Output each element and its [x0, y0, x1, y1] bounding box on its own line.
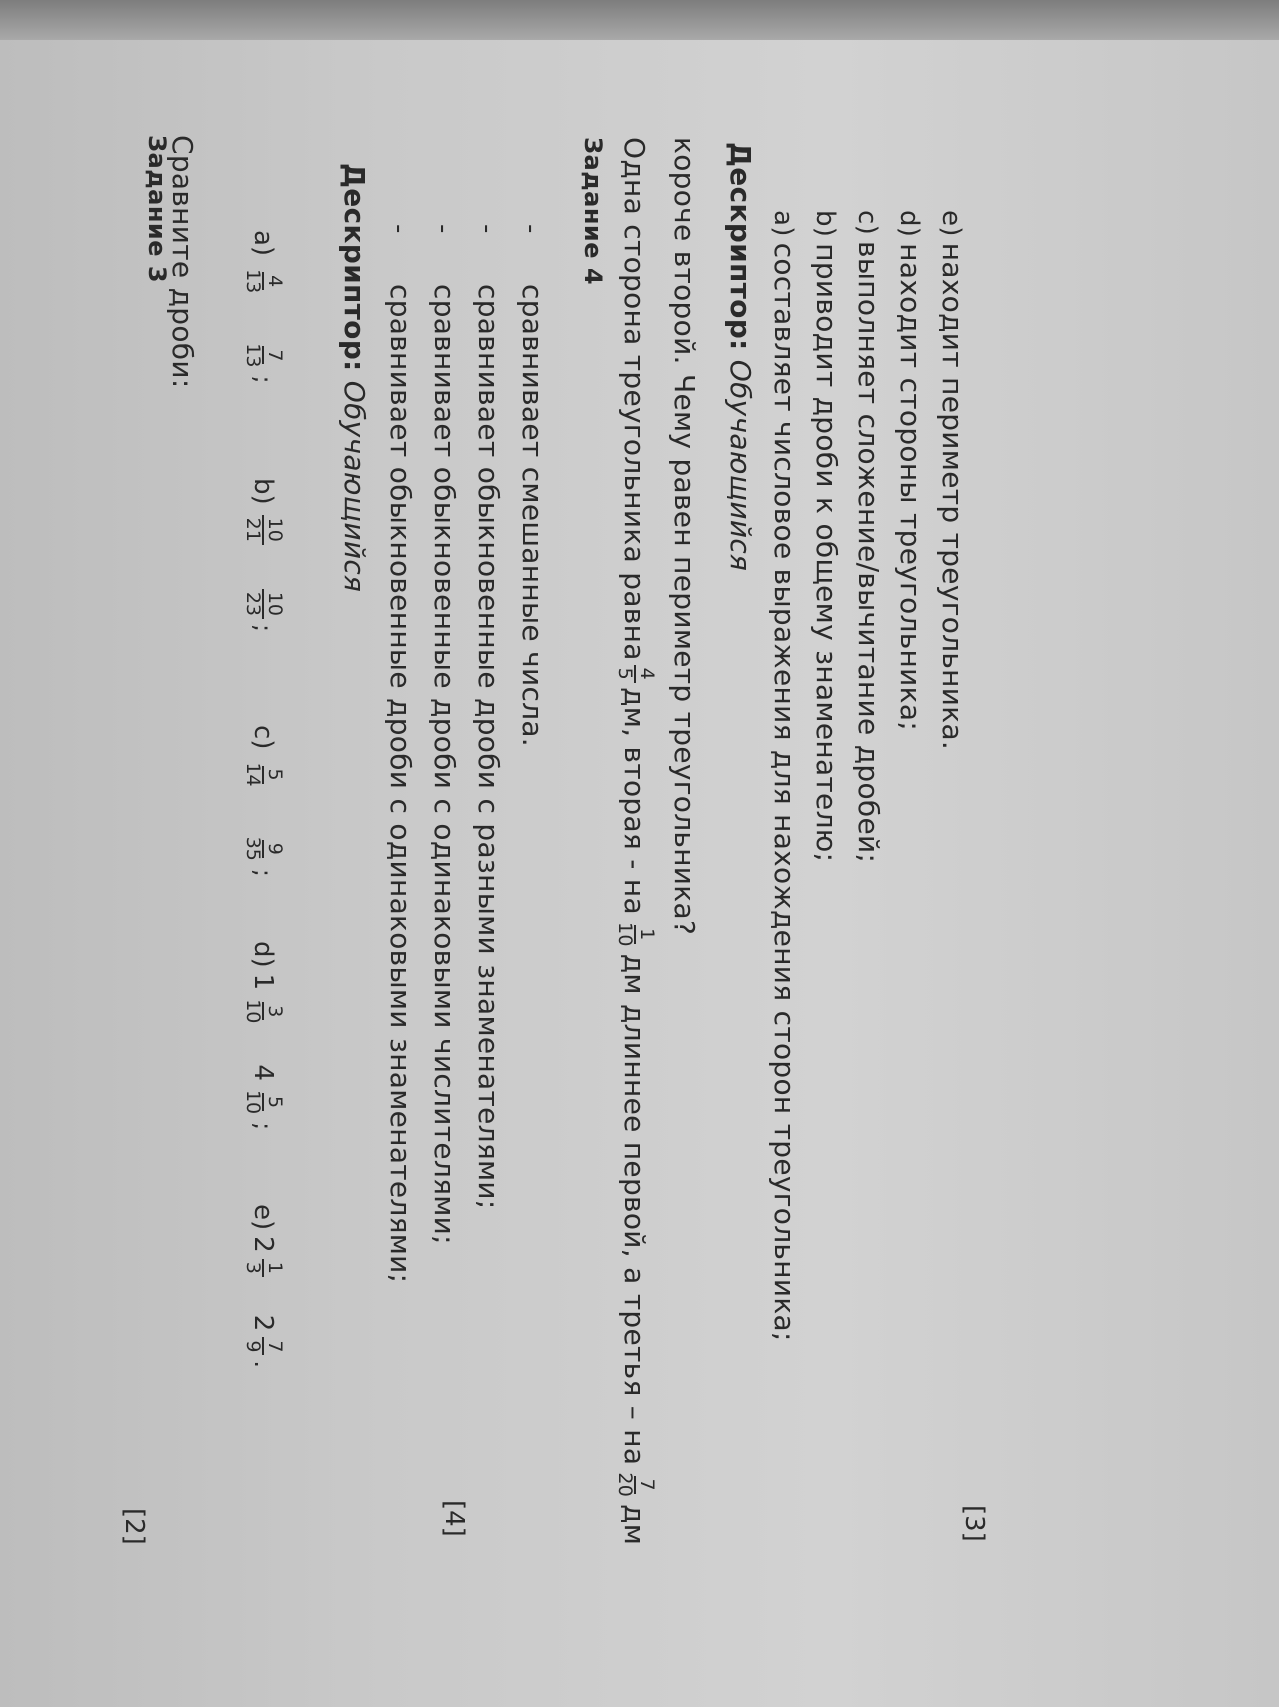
fraction: 5 14 — [242, 762, 286, 787]
fraction: 7 9 — [242, 1337, 284, 1355]
task4-descriptor-heading: Дескриптор: Обучающийся — [724, 142, 757, 572]
task3-prompt: Сравните дроби: — [166, 135, 199, 389]
pair-label: c) — [248, 725, 279, 750]
descriptor-item: -сравнивает обыкновенные дроби с одинаковыми знаменателями; — [384, 224, 417, 1284]
fraction: 3 10 — [242, 999, 286, 1024]
pair-c: c) 5 14 9 35 ; — [242, 725, 286, 877]
descriptor-item: e)находит периметр треугольника. — [936, 210, 969, 751]
fraction: 5 10 — [242, 1089, 286, 1115]
fraction: 10 23 — [242, 589, 284, 619]
fraction: 9 35 — [242, 836, 286, 861]
task4-text-line1: Одна сторона треугольника равна 4 5 дм, вторая - на 1 10 дм длиннее первой, а третья – на 7 20 дм — [614, 137, 658, 1546]
task3-score-2: [4] — [439, 1500, 469, 1537]
pair-label: e) — [248, 1204, 279, 1231]
descriptor-item: b)приводит дроби к общему знаменателю; — [810, 210, 843, 863]
pair-b: b) 10 21 10 23 ; — [242, 478, 286, 633]
descriptor-item: d)находит стороны треугольника; — [894, 210, 927, 732]
pair-d: d) 1 3 10 4 5 10 ; — [242, 941, 286, 1131]
descriptor-item: -сравнивает смешанные числа. — [516, 224, 549, 747]
fraction: 1 10 — [614, 921, 658, 947]
task3-title: Задание 3 — [143, 135, 171, 284]
task4-score: [3] — [959, 1505, 989, 1542]
pair-e: e) 2 1 3 2 7 9 . — [242, 1204, 286, 1369]
descriptor-item: a)составляет числовое выражения для нахождения сторон треугольника; — [768, 210, 801, 1342]
descriptor-item: c)выполняет сложение/вычитание дробей; — [852, 210, 885, 864]
fraction: 4 13 — [242, 269, 286, 294]
fraction: 7 20 — [614, 1472, 658, 1498]
pair-label: a) — [248, 230, 279, 257]
fraction: 4 5 — [614, 665, 656, 683]
task3-descriptor-heading: Дескриптор: Обучающийся — [338, 163, 371, 593]
pair-label: b) — [248, 478, 279, 505]
fraction: 7 13 — [242, 343, 286, 368]
descriptor-item: -сравнивает обыкновенные дроби с разными знаменателями; — [472, 224, 505, 1210]
task3-score: [2] — [119, 1508, 149, 1545]
task4-title: Задание 4 — [579, 137, 607, 286]
pair-a: a) 4 13 7 13 ; — [242, 230, 286, 384]
pair-label: d) — [248, 941, 279, 968]
descriptor-item: -сравнивает обыкновенные дроби с одинаковыми числителями; — [428, 224, 461, 1245]
task4-text-line2: короче второй. Чему равен периметр треугольника? — [668, 137, 701, 936]
fraction: 10 21 — [242, 515, 284, 545]
fraction: 1 3 — [242, 1259, 284, 1277]
fraction-pairs — [242, 230, 284, 1368]
